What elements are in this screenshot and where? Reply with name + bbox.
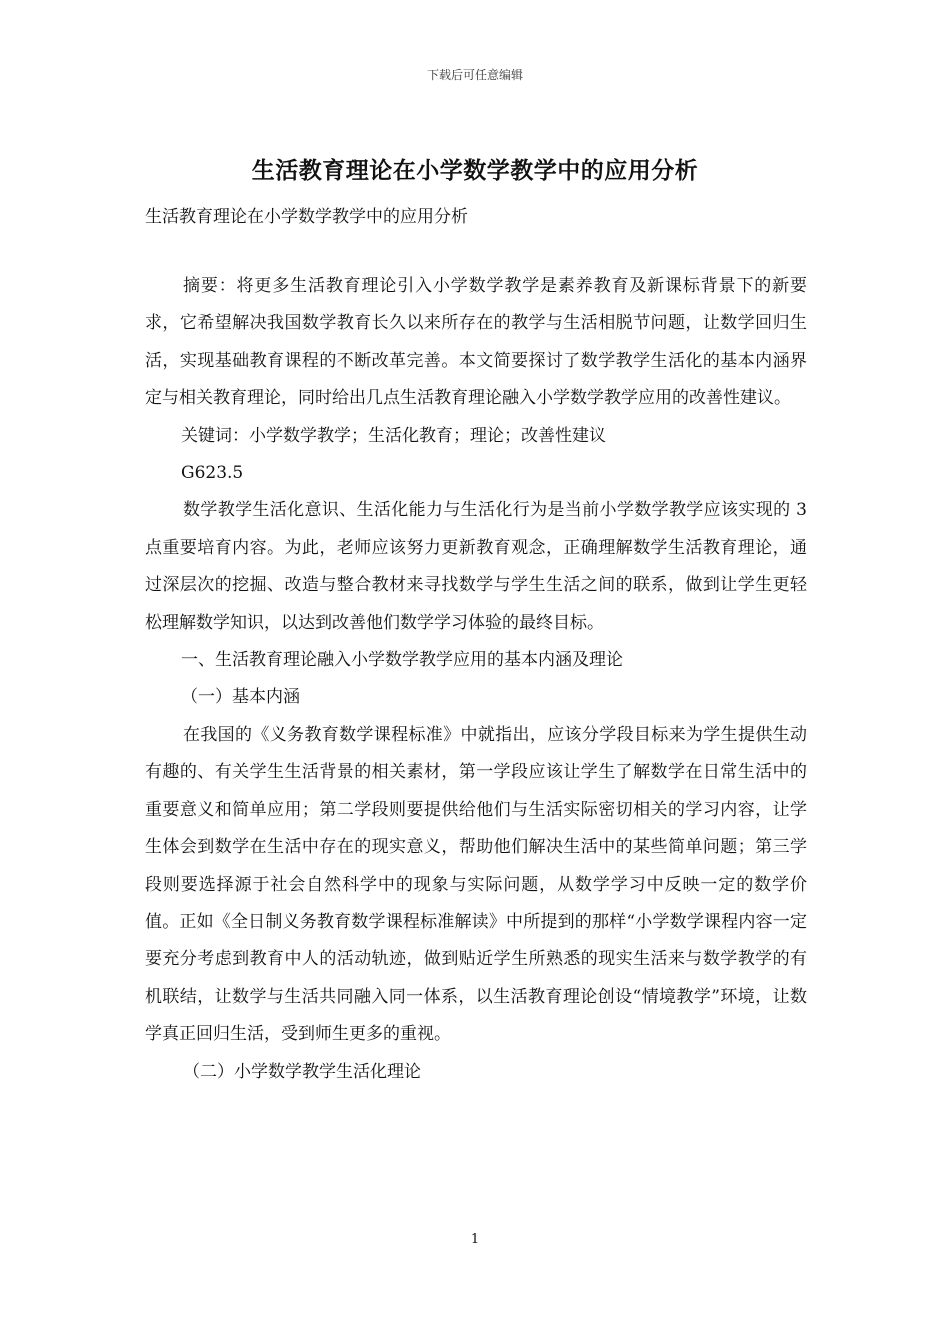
intro-paragraph: 数学教学生活化意识、生活化能力与生活化行为是当前小学数学教学应该实现的 3 点重要培育内容。为此，老师应该努力更新教育观念，正确理解数学生活教育理论，通过深层次的挖掘、改造与整合教材来寻找数学与学生生活之间的联系，做到让学生更轻松理解数学知识，以达到改善他们数学学习体验的最终目标。 xyxy=(145,500,807,633)
page-number: 1 xyxy=(470,1232,480,1247)
document-title: 生活教育理论在小学数学教学中的应用分析 xyxy=(251,157,699,184)
keywords-line: 关键词：小学数学教学；生活化教育；理论；改善性建议 xyxy=(181,425,606,446)
document-body xyxy=(145,268,807,1091)
subsection-heading-2: （二）小学数学教学生活化理论 xyxy=(183,1061,421,1082)
document-subtitle: 生活教育理论在小学数学教学中的应用分析 xyxy=(145,207,468,227)
classification-code: G623.5 xyxy=(181,463,244,484)
section-heading-1: 一、生活教育理论融入小学数学教学应用的基本内涵及理论 xyxy=(181,650,623,671)
body-paragraph: 在我国的《义务教育数学课程标准》中就指出，应该分学段目标来为学生提供生动有趣的、有关学生生活背景的相关素材，第一学段应该让学生了解数学在日常生活中的重要意义和简单应用；第二学段则要提供给他们与生活实际密切相关的学习内容，让学生体会到数学在生活中存在的现实意义，帮助他们解决生活中的某些简单问题；第三学段则要选择源于社会自然科学中的现象与实际问题，从数学学习中反映一定的数学价值。正如《全日制义务教育数学课程标准解读》中所提到的那样“小学数学课程内容一定要充分考虑到教育中人的活动轨迹，做到贴近学生所熟悉的现实生活来与数学教学的有机联结，让数学与生活共同融入同一体系，以生活教育理论创设“情境教学”环境，让数学真正回归生活，受到师生更多的重视。 xyxy=(145,724,807,1045)
header-note: 下载后可任意编辑 xyxy=(426,68,523,82)
subsection-heading-1: （一）基本内涵 xyxy=(181,687,300,708)
abstract-paragraph: 摘要：将更多生活教育理论引入小学数学教学是素养教育及新课标背景下的新要求，它希望解决我国数学教育长久以来所存在的教学与生活相脱节问题，让数学回归生活，实现基础教育课程的不断改革完善。本文简要探讨了数学教学生活化的基本内涵界定与相关教育理论，同时给出几点生活教育理论融入小学数学教学应用的改善性建议。 xyxy=(145,276,807,409)
